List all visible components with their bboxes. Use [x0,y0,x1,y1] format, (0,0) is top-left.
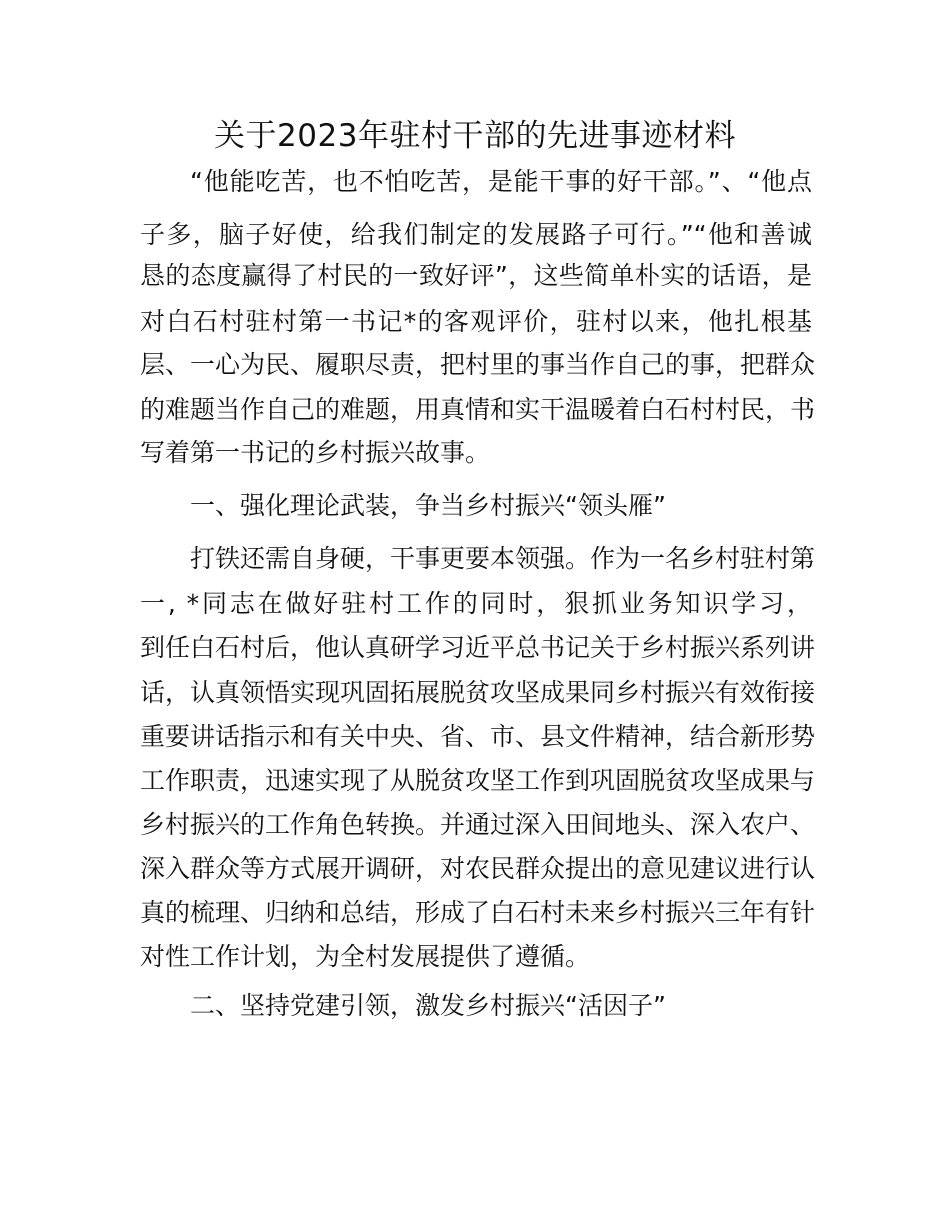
paragraph-line: 对白石村驻村第一书记*的客观评价，驻村以来，他扎根基 [140,307,812,336]
paragraph-line: 到任白石村后，他认真研学习近平总书记关于乡村振兴系列讲 [140,633,816,662]
paragraph-line: 话，认真领悟实现巩固拓展脱贫攻坚成果同乡村振兴有效衔接 [140,678,816,707]
paragraph-line: 一, *同志在做好驻村工作的同时，狠抓业务知识学习， [140,589,812,618]
paragraph-line: 重要讲话指示和有关中央、省、市、县文件精神，结合新形势 [140,722,816,751]
paragraph-line: 深入群众等方式展开调研，对农民群众提出的意见建议进行认 [140,854,816,883]
paragraph-line: 恳的态度赢得了村民的一致好评”，这些简单朴实的话语，是 [140,261,812,290]
paragraph-line: 写着第一书记的乡村振兴故事。 [140,438,491,467]
paragraph-line: 乡村振兴的工作角色转换。并通过深入田间地头、深入农户、 [140,810,816,839]
document-title: 关于2023年驻村干部的先进事迹材料 [214,118,736,154]
paragraph-line: 层、一心为民、履职尽责，把村里的事当作自己的事，把群众 [140,350,816,379]
paragraph-line: 子多，脑子好使，给我们制定的发展路子可行。”“他和善诚 [140,220,812,249]
paragraph-line: 的难题当作自己的难题，用真情和实干温暖着白石村村民，书 [140,395,816,424]
paragraph-line: 对性工作计划，为全村发展提供了遵循。 [140,942,591,971]
section-heading-1: 一、强化理论武装，争当乡村振兴“领头雁” [190,491,666,520]
section-heading-2: 二、坚持党建引领，激发乡村振兴“活因子” [190,991,666,1020]
paragraph-line: 真的梳理、归纳和总结，形成了白石村未来乡村振兴三年有针 [140,898,816,927]
paragraph-line: 工作职责，迅速实现了从脱贫攻坚工作到巩固脱贫攻坚成果与 [140,766,816,795]
paragraph-line: “他能吃苦，也不怕吃苦，是能干事的好干部。”、“他点 [190,167,812,196]
paragraph-line: 打铁还需自身硬，干事更要本领强。作为一名乡村驻村第 [190,544,816,573]
